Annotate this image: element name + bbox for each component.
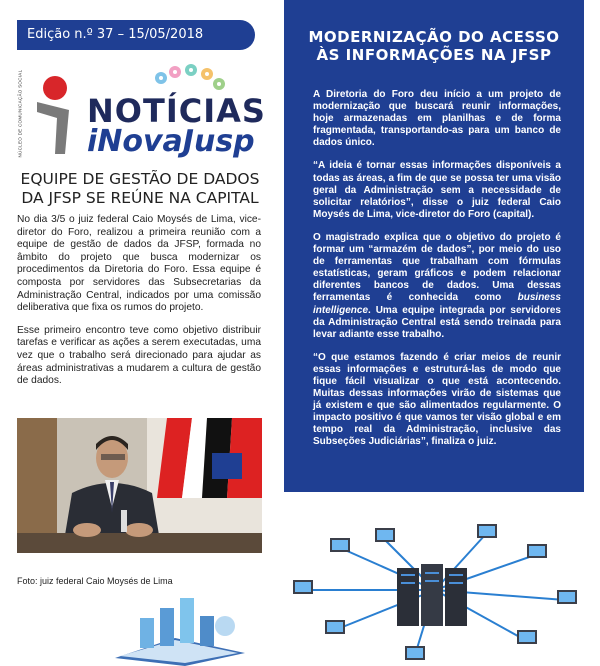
left-headline-line1: EQUIPE DE GESTÃO DE DADOS [20, 170, 260, 188]
right-paragraph-2: “A ideia é tornar essas informações disponíveis a todas as áreas, a fim de que se possa ter uma visão geral da Administração sem a necessidade de solicitar relatórios”, disse o juiz federal Caio Moysés de Lima, vice-diretor do Foro (capital). [313, 160, 561, 220]
left-headline [20, 170, 260, 208]
right-paragraph-4: “O que estamos fazendo é criar meios de reunir essas informações e estruturá-las de modo que fique fácil visualizar o que está acontecendo. Muitas dessas informações virão de sistemas que já existem e que são alimentados regularmente. O impacto positivo é que vamos ter visão global e em tempo real da Administração, inclusive das Subseções Judiciárias”, finaliza o juiz. [313, 351, 561, 448]
right-paragraph-3-a: O magistrado explica que o objetivo do projeto é formar um “armazém de dados”, por meio do uso de ferramentas que trabalham com fórmulas estatísticas, geram gráficos e podem relacionar diferentes bancos de dados. Uma dessas ferramentas é conhecida como [313, 231, 561, 304]
red-sphere-icon [43, 76, 67, 100]
right-title [284, 28, 584, 64]
arrow-stroke-icon [37, 102, 69, 154]
people-icons [155, 64, 225, 90]
left-headline-line2: DA JFSP SE REÚNE NA CAPITAL [21, 189, 259, 207]
photo-judge [17, 418, 262, 553]
right-paragraph-1: A Diretoria do Foro deu início a um projeto de modernização que buscará reunir informações, hoje armazenadas em planilhas e de forma fragmentada, transportando-as para um banco de dados único. [313, 89, 561, 149]
network-illustration [285, 520, 585, 666]
server-rack-icon [397, 564, 467, 626]
vertical-label [15, 70, 25, 165]
right-article [313, 89, 561, 460]
tablet-illustration [105, 598, 255, 666]
vertical-label-text: NÚCLEO DE COMUNICAÇÃO SOCIAL [17, 69, 23, 158]
logo-noticias: NOTÍCIAS [87, 92, 266, 130]
right-title-line2: ÀS INFORMAÇÕES NA JFSP [316, 46, 552, 64]
right-paragraph-3-b: . Uma equipe integrada por servidores da Administração Central está sendo treinada para levar adiante esse trabalho. [313, 304, 561, 340]
left-article [17, 214, 261, 398]
edition-text: Edição n.º 37 – 15/05/2018 [27, 27, 204, 42]
left-paragraph-2: Esse primeiro encontro teve como objetivo distribuir tarefas e verificar as ações a serem executadas, uma vez que o trabalho será direcionado para ajudar as áreas administrativas a mudarem a cultura de gestão de dados. [17, 324, 261, 387]
photo-caption: Foto: juiz federal Caio Moysés de Lima [17, 576, 173, 586]
right-paragraph-3 [313, 232, 561, 341]
logo-block [15, 62, 266, 162]
left-paragraph-1: No dia 3/5 o juiz federal Caio Moysés de Lima, vice-diretor do Foro, realizou a primeira reunião com a equipe de gestão de dados da JFSP, formada no âmbito do projeto que busca modernizar os procedimentos da Diretoria do Foro. Essa equipe é composta por servidores das Subsecretarias da Administração Central, indicados por uma comissão deliberativa que fixa os rumos do projeto. [17, 214, 261, 314]
right-title-line1: MODERNIZAÇÃO DO ACESSO [308, 28, 560, 46]
edition-banner [17, 20, 255, 50]
right-paragraph-3-emphasis: business intelligence [313, 292, 561, 316]
logo-inovajusp: iNovaJusp [87, 124, 255, 159]
